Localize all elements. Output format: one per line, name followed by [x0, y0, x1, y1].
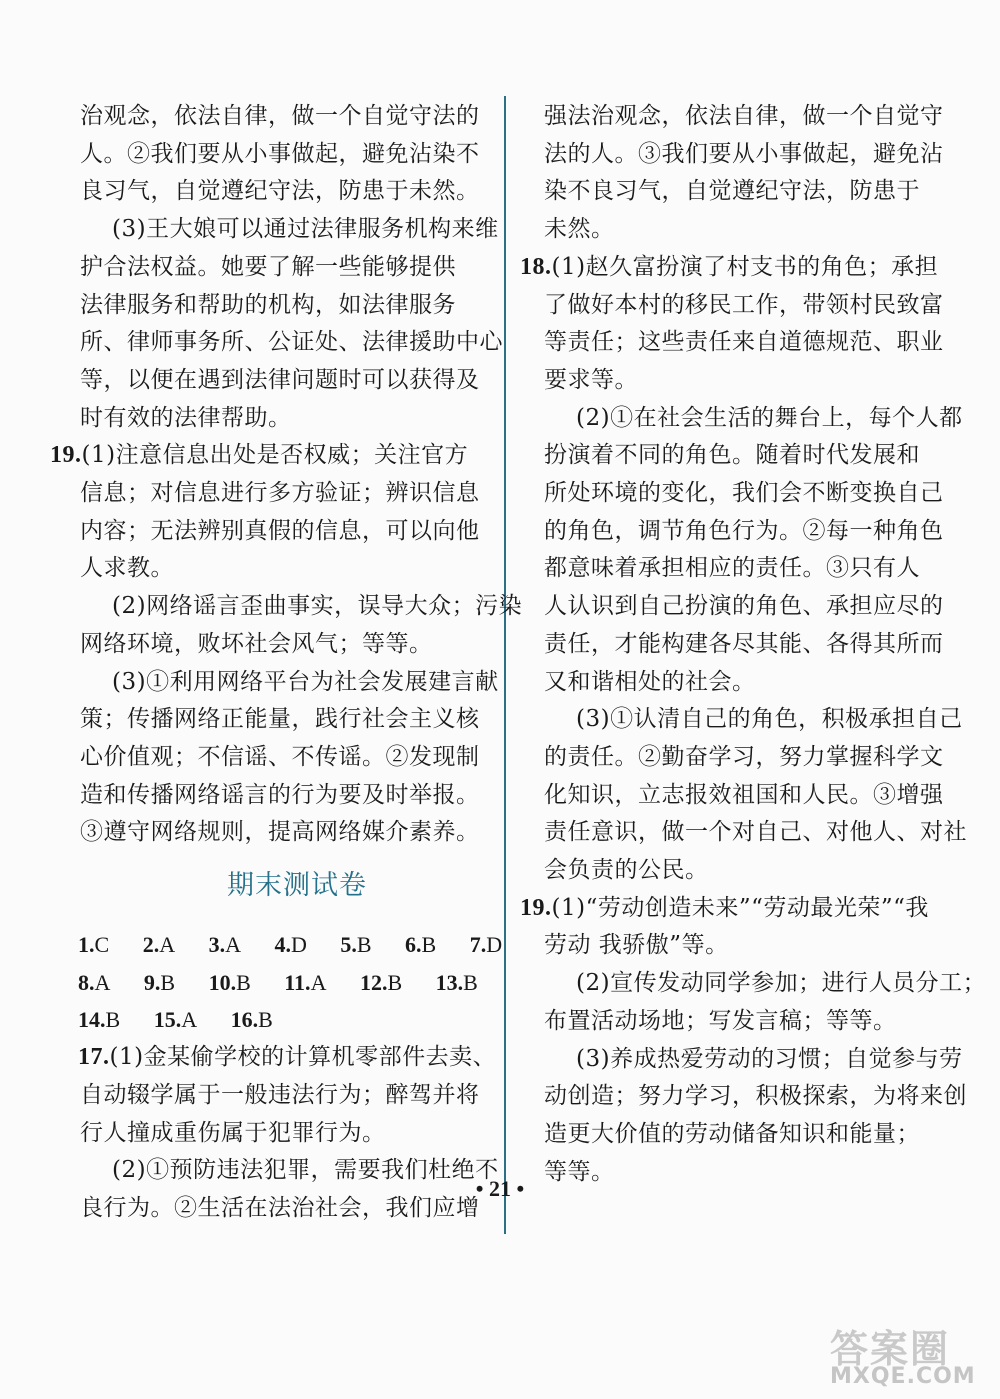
text-line: 治观念，依法自律，做一个自觉守法的	[80, 103, 480, 129]
answer-row	[78, 926, 503, 964]
text-line: 化知识，立志报效祖国和人民。③增强	[544, 781, 944, 808]
text-line: 责任意识，做一个对自己、对他人、对社	[544, 819, 967, 846]
text-line: (2)①预防违法犯罪，需要我们杜绝不	[112, 1157, 499, 1184]
question-19-first-line	[50, 437, 490, 475]
text-line: 所处环境的变化，我们会不断变换自己	[544, 480, 944, 507]
answer-item: 11.A	[284, 969, 327, 995]
text-line: 要求等。	[544, 366, 638, 393]
text-line: 造和传播网络谣言的行为要及时举报。	[80, 781, 480, 808]
text-line: 时有效的法律帮助。	[80, 404, 292, 431]
text-line: 护合法权益。她要了解一些能够提供	[80, 253, 456, 280]
text-line: 内容；无法辨别真假的信息，可以向他	[80, 517, 480, 544]
question-number: 17.	[78, 1044, 110, 1071]
text-line: 都意味着承担相应的责任。③只有人	[544, 555, 920, 582]
text-line: (2)宣传发动同学参加；进行人员分工；	[576, 970, 987, 997]
text-line: (2)网络谣言歪曲事实，误导大众；污染	[112, 593, 523, 620]
text-line: 信息；对信息进行多方验证；辨识信息	[80, 480, 480, 507]
text-line: 会负责的公民。	[544, 857, 709, 884]
answer-item: 6.B	[405, 932, 437, 958]
text-line: 行人撞成重伤属于犯罪行为。	[80, 1119, 386, 1146]
text-line: 责任，才能构建各尽其能、各得其所而	[544, 630, 944, 657]
answer-item: 8.A	[78, 969, 111, 995]
text-line: 了做好本村的移民工作，带领村民致富	[544, 291, 944, 318]
text-line: 良行为。②生活在法治社会，我们应增	[80, 1194, 480, 1221]
text-line: 策；传播网络正能量，践行社会主义核	[80, 706, 480, 733]
text-line: (2)①在社会生活的舞台上，每个人都	[576, 404, 963, 431]
answer-item: 4.D	[274, 932, 307, 958]
question-17-first-line	[78, 1039, 497, 1077]
column-divider	[504, 96, 506, 1234]
answer-item: 10.B	[208, 969, 251, 995]
text-line: 所、律师事务所、公证处、法律援助中心	[80, 329, 503, 356]
answer-row	[78, 1001, 490, 1039]
text-line: 心价值观；不信谣、不传谣。②发现制	[80, 743, 480, 770]
text-line: 又和谐相处的社会。	[544, 668, 756, 695]
text-line: 布置活动场地；写发言稿；等等。	[544, 1007, 897, 1034]
text-line: (3)养成热爱劳动的习惯；自觉参与劳	[576, 1045, 963, 1072]
question-18-first-line	[520, 249, 939, 287]
text-segment: (1)赵久富扮演了村支书的角色；承担	[551, 253, 939, 280]
text-line: 造更大价值的劳动储备知识和能量；	[544, 1120, 920, 1147]
answer-item: 13.B	[435, 969, 478, 995]
text-line: 劳动 我骄傲”等。	[544, 932, 729, 959]
text-line: 等等。	[544, 1158, 615, 1185]
text-line: 等责任；这些责任来自道德规范、职业	[544, 329, 944, 356]
text-line: 等，以便在遇到法律问题时可以获得及	[80, 366, 480, 393]
text-line: 网络环境，败坏社会风气；等等。	[80, 630, 433, 657]
watermark-logo: 答案圈	[830, 1327, 951, 1371]
answer-item: 2.A	[142, 932, 176, 958]
text-line: 染不良习气，自觉遵纪守法，防患于	[544, 178, 920, 205]
text-line: 扮演着不同的角色。随着时代发展和	[544, 442, 920, 469]
answer-item: 12.B	[359, 969, 403, 995]
page-number: • 21 •	[475, 1176, 525, 1201]
question-number: 19.	[520, 894, 552, 921]
text-line: 人求教。	[80, 555, 174, 582]
text-segment: (1)金某偷学校的计算机零部件去卖、	[109, 1044, 497, 1071]
text-line: 强法治观念，依法自律，做一个自觉守	[544, 103, 944, 129]
right-column	[520, 98, 987, 1191]
text-line: (3)①认清自己的角色，积极承担自己	[576, 706, 963, 733]
text-line: 良习气，自觉遵纪守法，防患于未然。	[80, 178, 480, 205]
text-line: 动创造；努力学习，积极探索，为将来创	[544, 1083, 967, 1110]
text-line: 的责任。②勤奋学习，努力掌握科学文	[544, 743, 944, 770]
text-segment: (1)注意信息出处是否权威；关注官方	[81, 442, 469, 469]
question-number: 18.	[520, 253, 552, 280]
section-title: 期末测试卷	[227, 870, 367, 902]
text-line: 的角色，调节角色行为。②每一种角色	[544, 517, 944, 544]
answer-item: 15.A	[153, 1007, 198, 1033]
question-number: 19.	[50, 442, 82, 469]
answer-item: 16.B	[230, 1007, 273, 1033]
text-line: ③遵守网络规则，提高网络媒介素养。	[80, 819, 480, 846]
text-line: (3)①利用网络平台为社会发展建言献	[112, 668, 499, 695]
text-line: 人认识到自己扮演的角色、承担应尽的	[544, 593, 944, 620]
text-segment: (1)“劳动创造未来”“劳动最光荣”“我	[551, 894, 929, 921]
answer-item: 14.B	[78, 1007, 121, 1033]
answer-row	[78, 964, 490, 1002]
answer-item: 1.C	[78, 932, 110, 958]
text-line: 自动辍学属于一般违法行为；醉驾并将	[80, 1081, 480, 1108]
text-line: 法的人。③我们要从小事做起，避免沾	[544, 140, 944, 167]
answer-item: 9.B	[143, 969, 176, 995]
text-line: 法律服务和帮助的机构，如法律服务	[80, 291, 456, 318]
answer-item: 3.A	[208, 932, 241, 958]
question-19-first-line	[520, 890, 929, 928]
answer-item: 5.B	[340, 932, 372, 958]
left-column	[50, 98, 523, 1228]
answer-item: 7.D	[469, 932, 503, 958]
text-line: 未然。	[544, 216, 615, 243]
text-line: 人。②我们要从小事做起，避免沾染不	[80, 140, 480, 167]
text-line: (3)王大娘可以通过法律服务机构来维	[112, 216, 499, 243]
watermark-url: MXQE.COM	[830, 1364, 976, 1389]
